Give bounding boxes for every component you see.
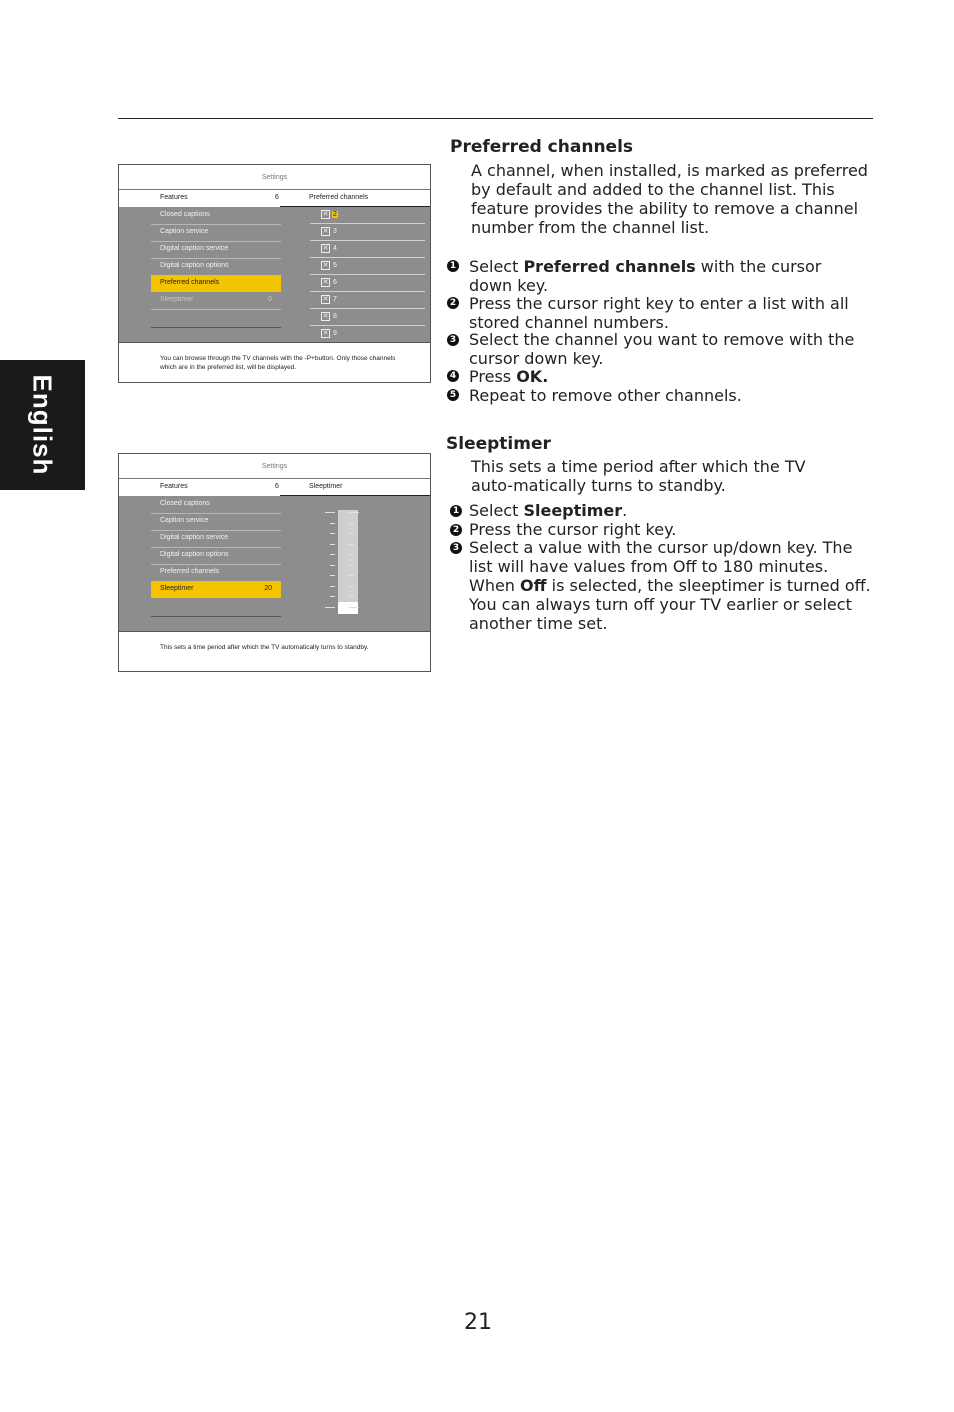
menu-item-caption-service[interactable]	[151, 513, 281, 531]
channel-number: 3	[333, 228, 337, 235]
preferred-check-icon: ✕	[322, 262, 329, 269]
menu-item-value: 0	[268, 296, 272, 303]
preferred-check-icon: ✕	[322, 279, 329, 286]
preferred-step-2: Press the cursor right key to enter a list with all stored channel numbers.	[469, 294, 849, 332]
menu-item-digital-caption-service[interactable]	[151, 241, 281, 259]
channel-number: 9	[333, 330, 337, 337]
top-rule	[118, 118, 873, 119]
slider-tick	[349, 575, 354, 576]
side-tab-label: English	[27, 374, 58, 476]
menu-item-empty	[151, 598, 281, 615]
menu-item-preferred-channels[interactable]	[151, 275, 281, 292]
menu-title: Settings	[261, 174, 288, 181]
menu-item-digital-caption-service[interactable]	[151, 530, 281, 548]
slider-tick	[349, 607, 359, 608]
menu-footer	[119, 631, 430, 671]
menu-body	[119, 207, 430, 342]
slider-ticks-right	[349, 512, 359, 612]
menu-header-count: 6	[275, 483, 279, 490]
menu-body	[119, 496, 430, 631]
slider-tick	[349, 512, 359, 513]
channel-number: 4	[333, 245, 337, 252]
menu-item-closed-captions[interactable]	[151, 207, 281, 225]
sleeptimer-menu-screenshot	[118, 453, 431, 672]
slider-tick	[349, 544, 354, 545]
language-side-tab	[0, 360, 85, 490]
menu-item-label: Closed captions	[160, 211, 210, 218]
menu-item-digital-caption-options[interactable]	[151, 547, 281, 565]
menu-item-label: Digital caption service	[160, 245, 229, 252]
menu-item-caption-service[interactable]	[151, 224, 281, 242]
preferred-step-5: Repeat to remove other channels.	[469, 386, 742, 405]
preferred-check-icon: ✕	[322, 330, 329, 337]
channel-number: 6	[333, 279, 337, 286]
channel-number: 5	[333, 262, 337, 269]
sleeptimer-step-1: Select Sleeptimer.	[469, 501, 628, 520]
menu-item-preferred-channels[interactable]	[151, 564, 281, 582]
preferred-step-3: Select the channel you want to remove with the cursor down key.	[469, 330, 855, 368]
slider-tick	[325, 512, 335, 513]
slider-tick	[330, 554, 335, 555]
preferred-step-1: Select Preferred channels with the cursor down key.	[469, 257, 822, 295]
channel-number: 7	[333, 296, 337, 303]
step-badge: 3	[447, 334, 459, 346]
menu-item-label: Preferred channels	[160, 568, 220, 575]
channel-row[interactable]	[310, 309, 425, 326]
slider-tick	[325, 607, 335, 608]
slider-tick	[330, 575, 335, 576]
menu-header	[119, 189, 430, 207]
menu-footer	[119, 342, 430, 382]
menu-item-label: Preferred channels	[160, 279, 220, 286]
preferred-step-4: Press OK.	[469, 367, 549, 386]
step-badge: 2	[447, 297, 459, 309]
slider-tick	[349, 596, 354, 597]
menu-header-left: Features	[160, 483, 188, 490]
slider-tick	[349, 586, 354, 587]
menu-item-label: Sleeptimer	[160, 585, 194, 592]
sleeptimer-step-2: Press the cursor right key.	[469, 520, 677, 539]
menu-item-digital-caption-options[interactable]	[151, 258, 281, 276]
preferred-check-icon: ✕	[322, 296, 329, 303]
sleeptimer-heading: Sleeptimer	[446, 434, 551, 454]
slider-tick	[349, 523, 354, 524]
slider-tick	[330, 523, 335, 524]
slider-tick	[330, 533, 335, 534]
channel-row[interactable]	[310, 241, 425, 258]
slider-tick	[349, 554, 354, 555]
preferred-check-icon: ✕	[322, 245, 329, 252]
sleeptimer-intro: This sets a time period after which the TV auto-matically turns to standby.	[471, 457, 806, 495]
menu-item-label: Caption service	[160, 228, 209, 235]
page-number: 21	[464, 1310, 492, 1335]
menu-item-label: Digital caption service	[160, 534, 229, 541]
channel-number: 2	[333, 211, 337, 218]
menu-header-right: Sleeptimer	[309, 483, 343, 490]
step-badge: 5	[447, 389, 459, 401]
menu-footer-text: You can browse through the TV channels with the -P+button. Only those channels which are in the preferred list, will be displayed.	[160, 355, 396, 371]
menu-item-sleeptimer[interactable]	[151, 292, 281, 310]
menu-header	[119, 478, 430, 496]
preferred-check-icon: ✕	[322, 228, 329, 235]
preferred-check-icon: ✕	[322, 313, 329, 320]
menu-item-closed-captions[interactable]	[151, 496, 281, 514]
channel-row[interactable]	[310, 224, 425, 241]
preferred-channels-intro: A channel, when installed, is marked as preferred by default and added to the channel list. This feature provides the ability to remove a channel number from the channel list.	[471, 161, 868, 237]
slider-tick	[330, 544, 335, 545]
channel-row[interactable]	[310, 292, 425, 309]
slider-tick	[330, 565, 335, 566]
menu-item-label: Digital caption options	[160, 551, 229, 558]
channel-row[interactable]	[310, 326, 425, 343]
channel-row[interactable]	[310, 258, 425, 275]
sleeptimer-step-3: Select a value with the cursor up/down key. The list will have values from Off to 180 minutes. When Off is selected, the sleeptimer is turned off. You can always turn off your TV earlier or select another time set.	[469, 538, 871, 633]
step-badge: 3	[450, 542, 462, 554]
menu-item-label: Digital caption options	[160, 262, 229, 269]
menu-item-value: 20	[264, 585, 272, 592]
preferred-channels-menu-screenshot	[118, 164, 431, 383]
step-badge: 4	[447, 370, 459, 382]
menu-header-count: 6	[275, 194, 279, 201]
menu-item-label: Closed captions	[160, 500, 210, 507]
step-badge: 1	[447, 260, 459, 272]
preferred-channels-heading: Preferred channels	[450, 137, 634, 157]
slider-tick	[349, 533, 354, 534]
menu-footer-text: This sets a time period after which the TV automatically turns to standby.	[160, 644, 369, 651]
slider-tick	[349, 565, 354, 566]
channel-number: 8	[333, 313, 337, 320]
menu-header-right: Preferred channels	[309, 194, 369, 201]
preferred-check-icon: ✕	[322, 211, 329, 218]
slider-tick	[330, 596, 335, 597]
menu-item-label: Sleeptimer	[160, 296, 194, 303]
menu-item-label: Caption service	[160, 517, 209, 524]
slider-tick	[330, 586, 335, 587]
menu-header-left: Features	[160, 194, 188, 201]
menu-item-empty	[151, 309, 281, 326]
channel-row[interactable]	[310, 275, 425, 292]
step-badge: 1	[450, 505, 462, 517]
menu-title: Settings	[261, 463, 288, 470]
slider-ticks-left	[325, 512, 335, 612]
step-badge: 2	[450, 524, 462, 536]
menu-item-sleeptimer[interactable]	[151, 581, 281, 598]
channel-row[interactable]	[310, 207, 425, 224]
